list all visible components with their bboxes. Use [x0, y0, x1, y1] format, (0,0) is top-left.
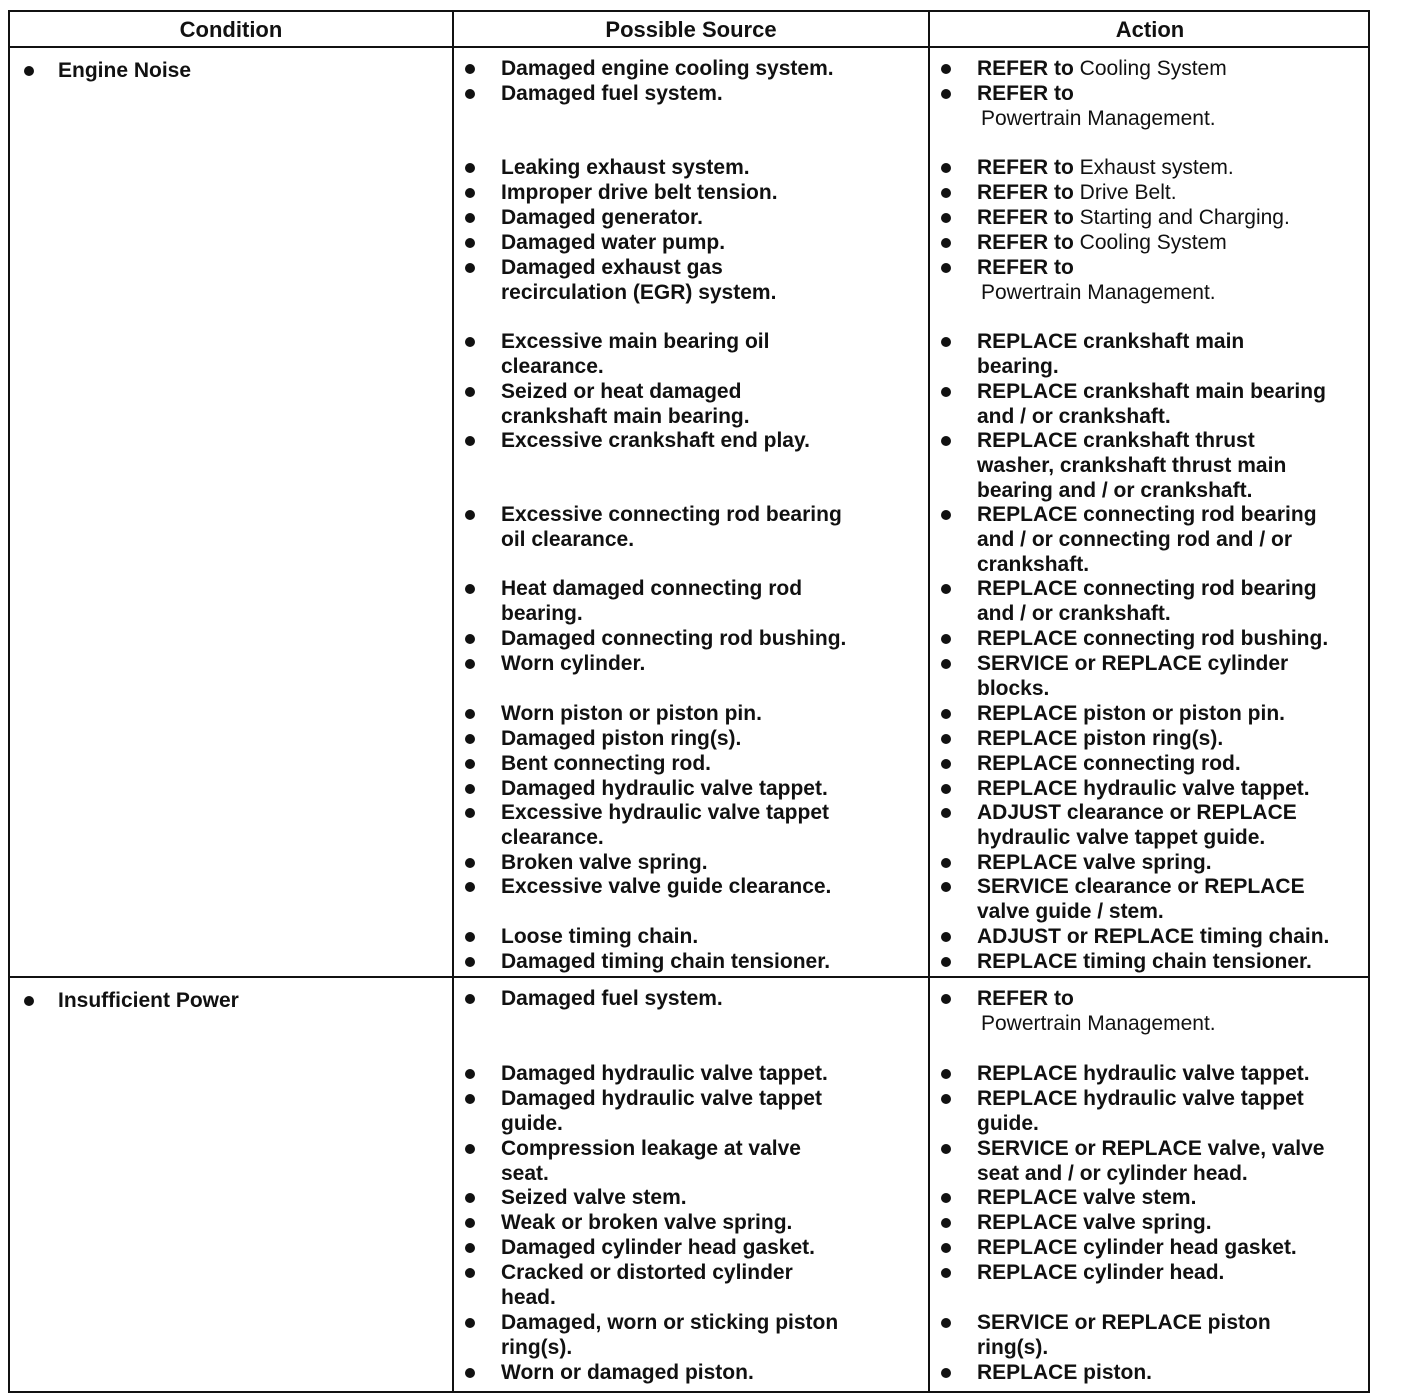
possible-source-item: Damaged hydraulic valve tappet guide. — [501, 1087, 822, 1135]
possible-source-item: Damaged cylinder head gasket. — [501, 1236, 815, 1259]
possible-source-item: Worn cylinder. — [501, 652, 646, 675]
bullet-icon — [941, 957, 951, 967]
action-item: REFER to Drive Belt. — [977, 181, 1177, 204]
bullet-icon — [941, 213, 951, 223]
action-item: REPLACE crankshaft main bearing and / or crankshaft. — [977, 380, 1326, 428]
action-item: REPLACE crankshaft thrust washer, crankshaft thrust main bearing and / or crankshaft. — [977, 429, 1287, 502]
header-condition: Condition — [179, 17, 283, 42]
action-item: REFER to Cooling System — [977, 57, 1227, 80]
bullet-icon — [465, 387, 475, 397]
possible-source-item: Leaking exhaust system. — [501, 156, 750, 179]
bullet-icon — [941, 1144, 951, 1154]
bullet-icon — [465, 1268, 475, 1278]
possible-source-item: Seized valve stem. — [501, 1186, 687, 1209]
bullet-icon — [941, 634, 951, 644]
bullet-icon — [465, 188, 475, 198]
possible-source-item: Damaged, worn or sticking piston ring(s). — [501, 1311, 839, 1359]
bullet-icon — [941, 64, 951, 74]
action-item: REPLACE valve spring. — [977, 851, 1212, 874]
possible-source-item: Excessive valve guide clearance. — [501, 875, 832, 898]
action-item: REFER to Starting and Charging. — [977, 206, 1290, 229]
possible-source-item: Damaged fuel system. — [501, 987, 723, 1010]
header-possible-source: Possible Source — [605, 17, 777, 42]
column-divider — [452, 12, 454, 1391]
action-item: REFER to Powertrain Management. — [977, 987, 1216, 1035]
bullet-icon — [941, 759, 951, 769]
bullet-icon — [465, 238, 475, 248]
bullet-icon — [465, 510, 475, 520]
bullet-icon — [941, 1193, 951, 1203]
possible-source-item: Cracked or distorted cylinder head. — [501, 1261, 793, 1309]
action-item: REPLACE cylinder head. — [977, 1261, 1225, 1284]
action-item: REFER to Powertrain Management. — [977, 256, 1216, 304]
bullet-icon — [941, 858, 951, 868]
section-divider — [10, 976, 1368, 978]
bullet-icon — [465, 994, 475, 1004]
action-item: SERVICE clearance or REPLACE valve guide / stem. — [977, 875, 1305, 923]
bullet-icon — [941, 1243, 951, 1253]
bullet-icon — [941, 808, 951, 818]
bullet-icon — [465, 1069, 475, 1079]
bullet-icon — [941, 784, 951, 794]
possible-source-item: Worn piston or piston pin. — [501, 702, 762, 725]
possible-source-item: Excessive hydraulic valve tappet clearance. — [501, 801, 830, 849]
bullet-icon — [465, 89, 475, 99]
bullet-icon — [941, 994, 951, 1004]
possible-source-item: Heat damaged connecting rod bearing. — [501, 577, 803, 625]
bullet-icon — [465, 263, 475, 273]
action-item: REPLACE valve stem. — [977, 1186, 1197, 1209]
bullet-icon — [941, 709, 951, 719]
bullet-icon — [465, 337, 475, 347]
bullet-icon — [465, 882, 475, 892]
bullet-icon — [24, 66, 34, 76]
possible-source-item: Excessive main bearing oil clearance. — [501, 330, 770, 378]
possible-source-item: Damaged water pump. — [501, 231, 726, 254]
action-item: SERVICE or REPLACE piston ring(s). — [977, 1311, 1271, 1359]
bullet-icon — [465, 1193, 475, 1203]
bullet-icon — [465, 1094, 475, 1104]
bullet-icon — [941, 188, 951, 198]
possible-source-item: Damaged connecting rod bushing. — [501, 627, 847, 650]
action-item: REPLACE valve spring. — [977, 1211, 1212, 1234]
action-item: ADJUST clearance or REPLACE hydraulic valve tappet guide. — [977, 801, 1297, 849]
bullet-icon — [465, 584, 475, 594]
action-item: REPLACE crankshaft main bearing. — [977, 330, 1245, 378]
bullet-icon — [941, 882, 951, 892]
action-item: REFER to Exhaust system. — [977, 156, 1234, 179]
bullet-icon — [465, 64, 475, 74]
diagnosis-table — [8, 10, 1370, 1393]
bullet-icon — [941, 1094, 951, 1104]
action-item: ADJUST or REPLACE timing chain. — [977, 925, 1330, 948]
possible-source-item: Weak or broken valve spring. — [501, 1211, 793, 1234]
bullet-icon — [465, 659, 475, 669]
bullet-icon — [941, 659, 951, 669]
bullet-icon — [465, 734, 475, 744]
possible-source-item: Excessive crankshaft end play. — [501, 429, 810, 452]
possible-source-item: Loose timing chain. — [501, 925, 699, 948]
bullet-icon — [465, 213, 475, 223]
action-item: REPLACE piston ring(s). — [977, 727, 1224, 750]
bullet-icon — [465, 1218, 475, 1228]
bullet-icon — [941, 337, 951, 347]
bullet-icon — [465, 1318, 475, 1328]
possible-source-item: Broken valve spring. — [501, 851, 708, 874]
bullet-icon — [24, 996, 34, 1006]
possible-source-item: Damaged hydraulic valve tappet. — [501, 777, 828, 800]
bullet-icon — [465, 759, 475, 769]
bullet-icon — [941, 734, 951, 744]
action-item: REPLACE hydraulic valve tappet guide. — [977, 1087, 1304, 1135]
bullet-icon — [941, 436, 951, 446]
bullet-icon — [941, 584, 951, 594]
action-item: REPLACE hydraulic valve tappet. — [977, 1062, 1310, 1085]
action-item: SERVICE or REPLACE valve, valve seat and / or cylinder head. — [977, 1137, 1325, 1185]
header-action: Action — [1115, 17, 1185, 42]
bullet-icon — [465, 932, 475, 942]
possible-source-item: Worn or damaged piston. — [501, 1361, 754, 1384]
action-item: REPLACE connecting rod bearing and / or crankshaft. — [977, 577, 1317, 625]
bullet-icon — [941, 387, 951, 397]
action-item: REFER to Powertrain Management. — [977, 82, 1216, 130]
bullet-icon — [941, 1318, 951, 1328]
possible-source-item: Damaged engine cooling system. — [501, 57, 834, 80]
possible-source-item: Improper drive belt tension. — [501, 181, 778, 204]
bullet-icon — [941, 1069, 951, 1079]
possible-source-item: Compression leakage at valve seat. — [501, 1137, 801, 1185]
condition-label: Engine Noise — [58, 59, 192, 82]
condition-label: Insufficient Power — [58, 989, 239, 1012]
bullet-icon — [941, 163, 951, 173]
possible-source-item: Damaged timing chain tensioner. — [501, 950, 831, 973]
possible-source-item: Damaged fuel system. — [501, 82, 723, 105]
action-item: REPLACE connecting rod. — [977, 752, 1241, 775]
action-item: REPLACE timing chain tensioner. — [977, 950, 1312, 973]
bullet-icon — [465, 436, 475, 446]
action-item: REPLACE hydraulic valve tappet. — [977, 777, 1310, 800]
bullet-icon — [465, 1243, 475, 1253]
column-divider — [928, 12, 930, 1391]
bullet-icon — [941, 1268, 951, 1278]
action-item: REPLACE cylinder head gasket. — [977, 1236, 1297, 1259]
action-item: SERVICE or REPLACE cylinder blocks. — [977, 652, 1289, 700]
bullet-icon — [941, 89, 951, 99]
bullet-icon — [465, 808, 475, 818]
possible-source-item: Damaged hydraulic valve tappet. — [501, 1062, 828, 1085]
possible-source-item: Bent connecting rod. — [501, 752, 711, 775]
action-item: REFER to Cooling System — [977, 231, 1227, 254]
possible-source-item: Seized or heat damaged crankshaft main bearing. — [501, 380, 750, 428]
action-item: REPLACE piston. — [977, 1361, 1153, 1384]
bullet-icon — [941, 1218, 951, 1228]
bullet-icon — [941, 1368, 951, 1378]
bullet-icon — [465, 784, 475, 794]
possible-source-item: Damaged exhaust gas recirculation (EGR) system. — [501, 256, 777, 304]
possible-source-item: Excessive connecting rod bearing oil clearance. — [501, 503, 842, 551]
bullet-icon — [465, 858, 475, 868]
possible-source-item: Damaged piston ring(s). — [501, 727, 742, 750]
bullet-icon — [465, 709, 475, 719]
bullet-icon — [941, 238, 951, 248]
bullet-icon — [465, 163, 475, 173]
bullet-icon — [465, 634, 475, 644]
bullet-icon — [465, 1144, 475, 1154]
bullet-icon — [941, 263, 951, 273]
bullet-icon — [941, 510, 951, 520]
bullet-icon — [465, 1368, 475, 1378]
bullet-icon — [465, 957, 475, 967]
action-item: REPLACE connecting rod bearing and / or connecting rod and / or crankshaft. — [977, 503, 1317, 576]
action-item: REPLACE piston or piston pin. — [977, 702, 1285, 725]
bullet-icon — [941, 932, 951, 942]
possible-source-item: Damaged generator. — [501, 206, 703, 229]
action-item: REPLACE connecting rod bushing. — [977, 627, 1329, 650]
